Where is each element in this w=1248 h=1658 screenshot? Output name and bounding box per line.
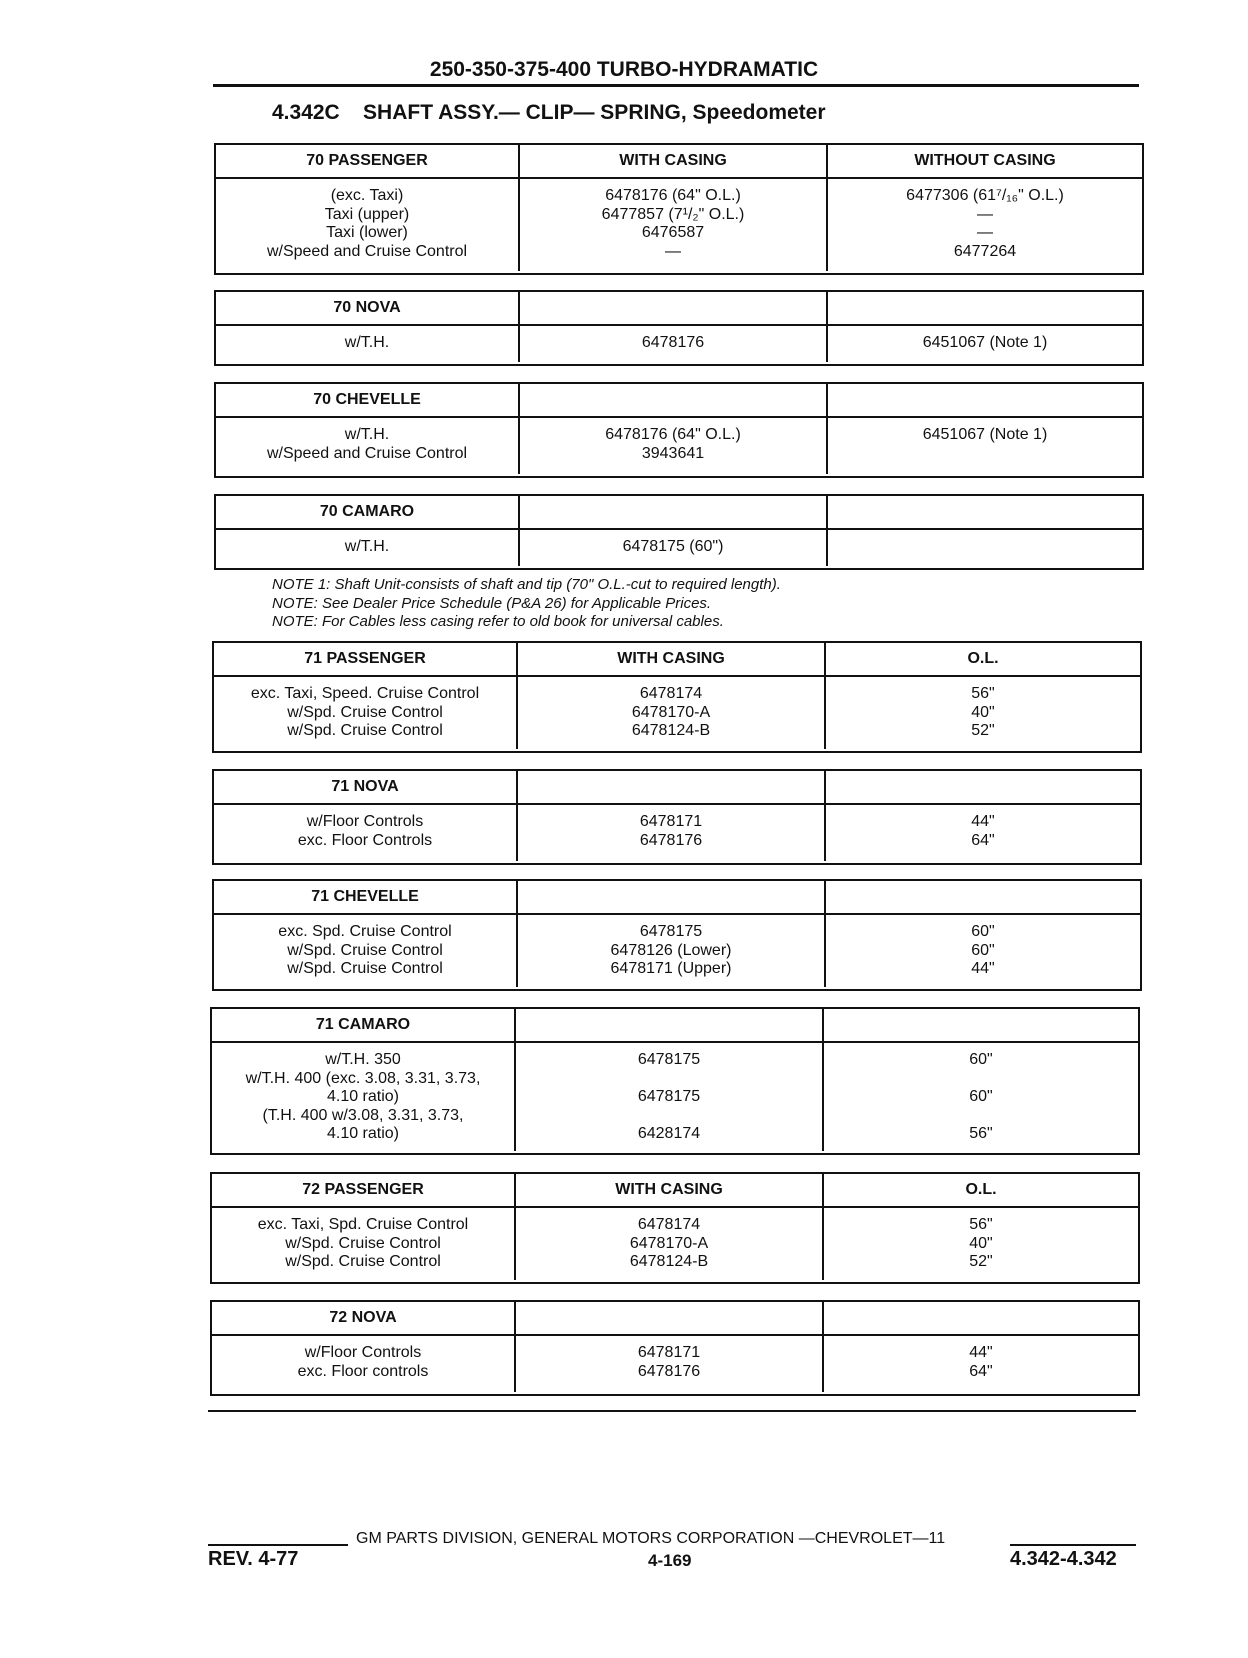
cell-line: 6478126 (Lower) [610, 941, 732, 959]
table-header-row [214, 771, 1140, 805]
table-row [214, 915, 1140, 987]
cell-line: 44" [971, 960, 995, 977]
cell-line: 6478174 [639, 685, 703, 702]
notes-block [272, 576, 781, 632]
table-header-cell: 70 CHEVELLE [216, 384, 520, 416]
table-header-cell [828, 292, 1142, 324]
table-header-cell: 71 CHEVELLE [214, 881, 518, 913]
cell-line: Taxi (upper) [324, 205, 410, 223]
table-71-nova [212, 769, 1142, 865]
table-cell [824, 1336, 1138, 1392]
cell-line: 6478171 [639, 813, 703, 830]
cell-line: 4.10 ratio) [326, 1125, 400, 1142]
table-cell [516, 1336, 824, 1392]
table-cell [518, 677, 826, 749]
table-header-cell: 71 NOVA [214, 771, 518, 803]
cell-line: 6478170-A [631, 703, 711, 721]
table-header-cell: 72 PASSENGER [212, 1174, 516, 1206]
cell-line: 6477306 (61⁷/₁₆" O.L.) [906, 187, 1064, 204]
table-header-cell [826, 881, 1140, 913]
cell-line: 60" [969, 1051, 993, 1068]
cell-line: w/T.H. [344, 334, 390, 351]
table-header-row [216, 145, 1142, 179]
cell-line: 6451067 (Note 1) [922, 426, 1048, 443]
table-header-cell [824, 1009, 1138, 1041]
cell-line: 56" [969, 1216, 993, 1233]
table-header-row [212, 1174, 1138, 1208]
footer-section-code: 4.342-4.342 [1010, 1548, 1117, 1570]
cell-line: 6478176 (64" O.L.) [605, 187, 741, 204]
table-cell [216, 326, 520, 362]
cell-line: 60" [969, 1088, 993, 1105]
table-cell [828, 418, 1142, 474]
table-header-cell [516, 1302, 824, 1334]
cell-line: w/Floor Controls [304, 1344, 422, 1361]
cell-line: exc. Spd. Cruise Control [278, 923, 452, 940]
table-cell [520, 418, 828, 474]
cell-line: 4.10 ratio) [326, 1088, 400, 1105]
table-header-cell: 71 CAMARO [212, 1009, 516, 1041]
table-cell [828, 530, 1142, 566]
cell-line: w/Floor Controls [306, 813, 424, 830]
cell-line: 6478176 [641, 334, 705, 351]
note-2: NOTE: See Dealer Price Schedule (P&A 26) for Applicable Prices. [272, 594, 712, 612]
footer-revision: REV. 4-77 [208, 1548, 299, 1570]
table-header-cell [828, 384, 1142, 416]
table-header-cell [516, 1009, 824, 1041]
cell-line: — [977, 224, 993, 241]
cell-line: w/Spd. Cruise Control [287, 703, 443, 721]
cell-line: 6478124-B [631, 722, 711, 739]
cell-line: — [665, 242, 681, 260]
table-cell [516, 1043, 824, 1151]
cell-line: 52" [969, 1253, 993, 1270]
table-header-cell: O.L. [967, 650, 999, 667]
cell-line: 6478175 [637, 1088, 701, 1105]
table-cell [216, 530, 520, 566]
cell-line: 44" [971, 813, 995, 830]
table-71-chevelle [212, 879, 1142, 991]
table-header-row [212, 1009, 1138, 1043]
table-cell [824, 1208, 1138, 1280]
cell-line: exc. Floor Controls [297, 831, 433, 849]
note-3: NOTE: For Cables less casing refer to old book for universal cables. [272, 613, 724, 630]
cell-line: w/T.H. 350 [325, 1051, 401, 1068]
cell-line: 40" [971, 703, 995, 721]
table-header-row [216, 292, 1142, 326]
cell-line [824, 1070, 1138, 1089]
table-cell [826, 915, 1140, 987]
cell-line [824, 1107, 1138, 1126]
cell-line: 6478176 [639, 831, 703, 849]
cell-line: exc. Taxi, Speed. Cruise Control [250, 685, 480, 702]
table-cell [828, 326, 1142, 362]
table-72-nova [210, 1300, 1140, 1396]
table-71-camaro [210, 1007, 1140, 1155]
table-70-passenger [214, 143, 1144, 275]
table-cell [212, 1043, 516, 1151]
cell-line: 6478176 (64" O.L.) [605, 426, 741, 443]
table-cell [212, 1208, 516, 1280]
table-row [212, 1336, 1138, 1392]
bottom-rule [208, 1410, 1136, 1412]
table-cell [214, 677, 518, 749]
footer-rule-right [1010, 1544, 1136, 1546]
cell-line: w/Spd. Cruise Control [287, 960, 443, 977]
table-header-row [216, 496, 1142, 530]
table-cell [212, 1336, 516, 1392]
table-70-camaro [214, 494, 1144, 570]
table-header-cell: WITH CASING [520, 145, 828, 177]
table-header-row [212, 1302, 1138, 1336]
cell-line: 56" [971, 685, 995, 702]
table-70-chevelle [214, 382, 1144, 478]
cell-line: 64" [969, 1362, 993, 1380]
cell-line: w/T.H. [344, 426, 390, 443]
table-header-cell: 70 CAMARO [216, 496, 520, 528]
cell-line: 64" [971, 831, 995, 849]
table-row [212, 1208, 1138, 1280]
section-title: 4.342C SHAFT ASSY.— CLIP— SPRING, Speedometer [272, 101, 826, 124]
table-cell [518, 915, 826, 987]
table-row [216, 418, 1142, 474]
table-header-cell [520, 292, 828, 324]
cell-line: 6478124-B [629, 1253, 709, 1270]
table-row [216, 326, 1142, 362]
table-row [214, 805, 1140, 861]
table-header-cell: WITH CASING [518, 643, 826, 675]
cell-line: 3943641 [641, 444, 705, 462]
cell-line: 6477857 (7¹/₂" O.L.) [601, 205, 745, 223]
table-row [216, 179, 1142, 271]
table-header-row [214, 643, 1140, 677]
cell-line: — [977, 205, 993, 223]
table-header-cell: WITH CASING [516, 1174, 824, 1206]
cell-line [516, 1070, 822, 1089]
table-cell [828, 179, 1142, 271]
cell-line: w/Spd. Cruise Control [287, 941, 443, 959]
cell-line: w/T.H. [344, 538, 390, 555]
footer-page-number: 4-169 [648, 1551, 692, 1570]
table-header-cell [828, 496, 1142, 528]
table-cell [214, 805, 518, 861]
table-header-cell: 70 PASSENGER [216, 145, 520, 177]
cell-line: 6478174 [637, 1216, 701, 1233]
cell-line: 6478171 (Upper) [610, 960, 732, 977]
table-cell [518, 805, 826, 861]
cell-line: 6451067 (Note 1) [922, 334, 1048, 351]
cell-line: w/Speed and Cruise Control [266, 444, 468, 462]
table-row [212, 1043, 1138, 1151]
table-header-cell: WITHOUT CASING [914, 152, 1056, 169]
table-header-cell: O.L. [965, 1181, 997, 1198]
footer-rule-left [208, 1544, 348, 1546]
cell-line: 6478175 (60") [622, 538, 724, 555]
table-cell [520, 326, 828, 362]
table-header-cell: 71 PASSENGER [214, 643, 518, 675]
cell-line: 6478175 [639, 923, 703, 940]
cell-line: exc. Taxi, Spd. Cruise Control [257, 1216, 469, 1233]
table-row [216, 530, 1142, 566]
cell-line: 40" [969, 1234, 993, 1252]
cell-line: Taxi (lower) [326, 224, 408, 241]
cell-line: 6476587 [641, 224, 705, 241]
table-header-row [216, 384, 1142, 418]
cell-line: (T.H. 400 w/3.08, 3.31, 3.73, [262, 1106, 464, 1124]
cell-line: 56" [969, 1125, 993, 1142]
cell-line: 6478170-A [629, 1234, 709, 1252]
cell-line: w/T.H. 400 (exc. 3.08, 3.31, 3.73, [245, 1069, 481, 1087]
table-cell [216, 418, 520, 474]
table-header-row [214, 881, 1140, 915]
table-cell [520, 530, 828, 566]
cell-line: 6478176 [637, 1362, 701, 1380]
table-cell [520, 179, 828, 271]
table-71-passenger [212, 641, 1142, 753]
table-70-nova [214, 290, 1144, 366]
footer-division: GM PARTS DIVISION, GENERAL MOTORS CORPORATION —CHEVROLET—11 [356, 1530, 946, 1547]
cell-line: exc. Floor controls [297, 1362, 429, 1380]
table-72-passenger [210, 1172, 1140, 1284]
page-header-title: 250-350-375-400 TURBO-HYDRAMATIC [429, 58, 819, 81]
cell-line: w/Speed and Cruise Control [266, 242, 468, 260]
table-header-cell: 70 NOVA [216, 292, 520, 324]
cell-line: 6478175 [637, 1051, 701, 1068]
cell-line: 60" [971, 923, 995, 940]
cell-line: 52" [971, 722, 995, 739]
table-header-cell: 72 NOVA [212, 1302, 516, 1334]
table-cell [216, 179, 520, 271]
table-cell [214, 915, 518, 987]
cell-line: 44" [969, 1344, 993, 1361]
cell-line: 6428174 [637, 1125, 701, 1142]
cell-line: w/Spd. Cruise Control [285, 1234, 441, 1252]
table-cell [824, 1043, 1138, 1151]
cell-line: 6477264 [953, 242, 1017, 260]
table-row [214, 677, 1140, 749]
cell-line: w/Spd. Cruise Control [285, 1253, 441, 1270]
table-header-cell [520, 384, 828, 416]
table-header-cell [520, 496, 828, 528]
cell-line [516, 1107, 822, 1126]
cell-line: (exc. Taxi) [330, 187, 404, 204]
note-1: NOTE 1: Shaft Unit-consists of shaft and tip (70" O.L.-cut to required length). [272, 576, 781, 593]
table-cell [826, 677, 1140, 749]
cell-line: 6478171 [637, 1344, 701, 1361]
table-header-cell [518, 771, 826, 803]
header-rule [213, 84, 1139, 87]
table-header-cell [518, 881, 826, 913]
table-header-cell [824, 1302, 1138, 1334]
cell-line: 60" [971, 941, 995, 959]
table-cell [826, 805, 1140, 861]
cell-line [828, 538, 1142, 557]
table-cell [516, 1208, 824, 1280]
table-header-cell [826, 771, 1140, 803]
cell-line: w/Spd. Cruise Control [287, 722, 443, 739]
